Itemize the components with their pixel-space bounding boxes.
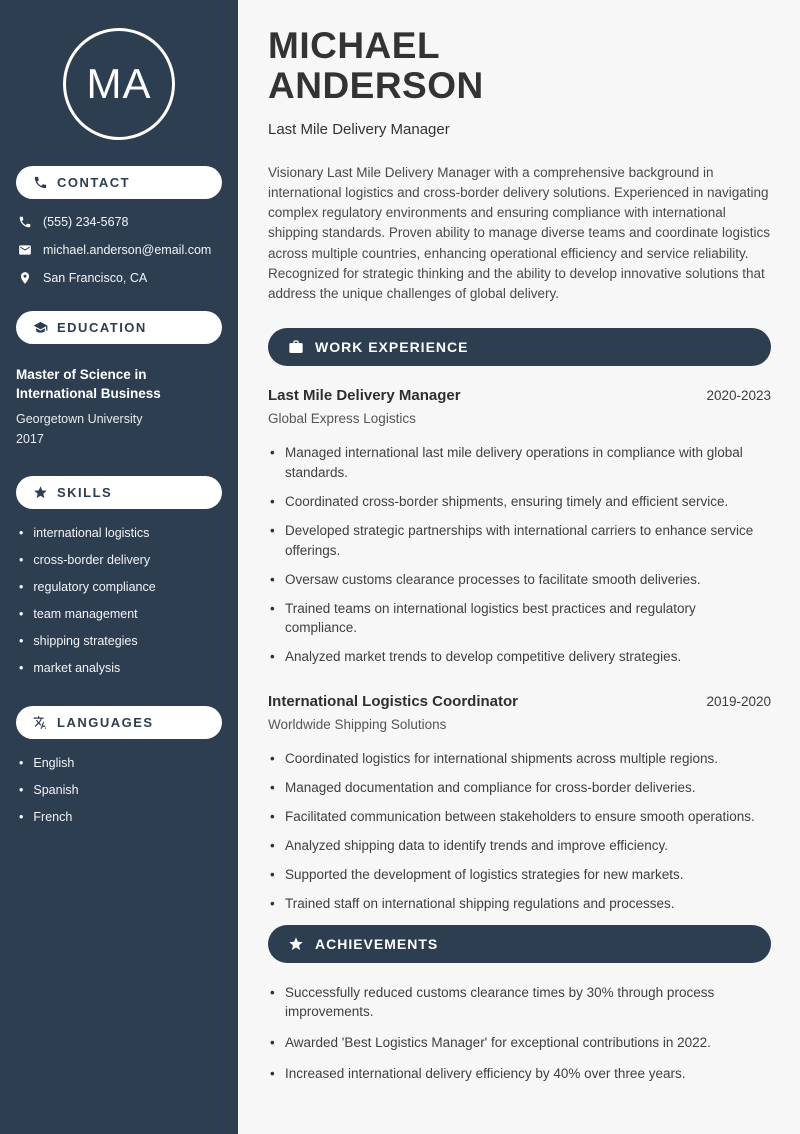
job-bullet-list xyxy=(268,749,771,914)
job-header xyxy=(268,387,771,404)
first-name: MICHAEL xyxy=(268,25,441,66)
professional-summary: Visionary Last Mile Delivery Manager with a comprehensive background in international logistics and cross-border delivery solutions. Experienced in navigating complex regulatory environments and ensuring compliance with international shipping standards. Proven ability to manage diverse teams and coordinate logistics across multiple countries, enhancing operational efficiency and service reliability. Recognized for strategic thinking and the ability to develop innovative solutions that address the unique challenges of global delivery. xyxy=(268,164,771,302)
job-headline: Last Mile Delivery Manager xyxy=(268,120,450,138)
job-dates: 2020-2023 xyxy=(706,388,771,404)
job-dates: 2019-2020 xyxy=(706,693,771,709)
email-address: michael.anderson@email.com xyxy=(43,243,212,257)
job-bullet: • Developed strategic partnerships with international carriers to enhance service offerings. xyxy=(268,521,771,560)
location-icon xyxy=(18,271,32,285)
contact-section-title: CONTACT xyxy=(57,175,131,190)
contact-item-location xyxy=(18,271,224,285)
briefcase-icon xyxy=(288,339,304,355)
school: Georgetown University xyxy=(16,412,143,426)
achievement-bullet: • Successfully reduced customs clearance times by 30% through process improvements. xyxy=(268,983,771,1022)
job-bullet: • Analyzed shipping data to identify trends and improve efficiency. xyxy=(268,836,771,856)
star-icon xyxy=(33,485,48,500)
sidebar xyxy=(0,0,238,1134)
job-bullet: • Analyzed market trends to develop competitive delivery strategies. xyxy=(268,647,771,667)
job-entry xyxy=(268,387,771,667)
phone-icon xyxy=(33,175,48,190)
job-bullet: • Coordinated cross-border shipments, ensuring timely and efficient service. xyxy=(268,492,771,512)
job-bullet: • Oversaw customs clearance processes to facilitate smooth deliveries. xyxy=(268,570,771,590)
translate-icon xyxy=(33,715,48,730)
contact-item-email xyxy=(18,243,224,257)
phone-icon xyxy=(18,215,32,229)
education-section-header xyxy=(16,311,222,344)
phone-number: (555) 234-5678 xyxy=(43,215,129,229)
job-company: Worldwide Shipping Solutions xyxy=(268,716,447,732)
contact-item-phone xyxy=(18,215,224,229)
job-bullet: • Supported the development of logistics strategies for new markets. xyxy=(268,865,771,885)
work-experience-section-header xyxy=(268,328,771,366)
avatar xyxy=(63,28,175,140)
achievement-bullet: • Awarded 'Best Logistics Manager' for exceptional contributions in 2022. xyxy=(268,1033,771,1053)
contact-list xyxy=(18,215,224,285)
language-item: • French xyxy=(19,810,224,825)
last-name: ANDERSON xyxy=(268,65,484,107)
location-text: San Francisco, CA xyxy=(43,271,148,285)
skill-item: • market analysis xyxy=(19,661,224,676)
main-content xyxy=(238,0,800,1134)
job-bullet: • Coordinated logistics for international shipments across multiple regions. xyxy=(268,749,771,769)
education-section-title: EDUCATION xyxy=(57,320,147,335)
job-bullet: • Managed international last mile delivery operations in compliance with global standards. xyxy=(268,443,771,482)
candidate-name xyxy=(268,26,771,107)
language-item: • English xyxy=(19,756,224,771)
language-item: • Spanish xyxy=(19,783,224,798)
star-icon xyxy=(288,936,304,952)
achievements-title: ACHIEVEMENTS xyxy=(315,935,439,952)
skills-section-title: SKILLS xyxy=(57,485,113,500)
achievement-bullet: • Increased international delivery efficiency by 40% over three years. xyxy=(268,1064,771,1084)
skills-list xyxy=(19,526,224,676)
skill-item: • shipping strategies xyxy=(19,634,224,649)
languages-section-title: LANGUAGES xyxy=(57,715,154,730)
languages-section-header xyxy=(16,706,222,739)
education-entry xyxy=(16,365,222,446)
job-role: International Logistics Coordinator xyxy=(268,692,519,710)
skill-item: • team management xyxy=(19,607,224,622)
languages-list xyxy=(19,756,224,825)
job-bullet: • Trained teams on international logistics best practices and regulatory compliance. xyxy=(268,599,771,638)
job-role: Last Mile Delivery Manager xyxy=(268,387,461,405)
achievements-list xyxy=(268,983,771,1083)
graduation-cap-icon xyxy=(33,320,48,335)
job-bullet-list xyxy=(268,443,771,667)
skill-item: • international logistics xyxy=(19,526,224,541)
contact-section-header xyxy=(16,166,222,199)
job-entry xyxy=(268,693,771,914)
avatar-initials: MA xyxy=(86,60,152,107)
email-icon xyxy=(18,243,32,257)
work-experience-title: WORK EXPERIENCE xyxy=(315,339,469,356)
job-bullet: • Facilitated communication between stakeholders to ensure smooth operations. xyxy=(268,807,771,827)
achievements-section-header xyxy=(268,925,771,963)
skill-item: • regulatory compliance xyxy=(19,580,224,595)
job-header xyxy=(268,693,771,710)
job-company: Global Express Logistics xyxy=(268,411,416,427)
job-bullet: • Managed documentation and compliance for cross-border deliveries. xyxy=(268,778,771,798)
skills-section-header xyxy=(16,476,222,509)
degree: Master of Science in International Business xyxy=(16,367,161,401)
graduation-year: 2017 xyxy=(16,432,44,446)
skill-item: • cross-border delivery xyxy=(19,553,224,568)
job-bullet: • Trained staff on international shipping regulations and processes. xyxy=(268,894,771,914)
